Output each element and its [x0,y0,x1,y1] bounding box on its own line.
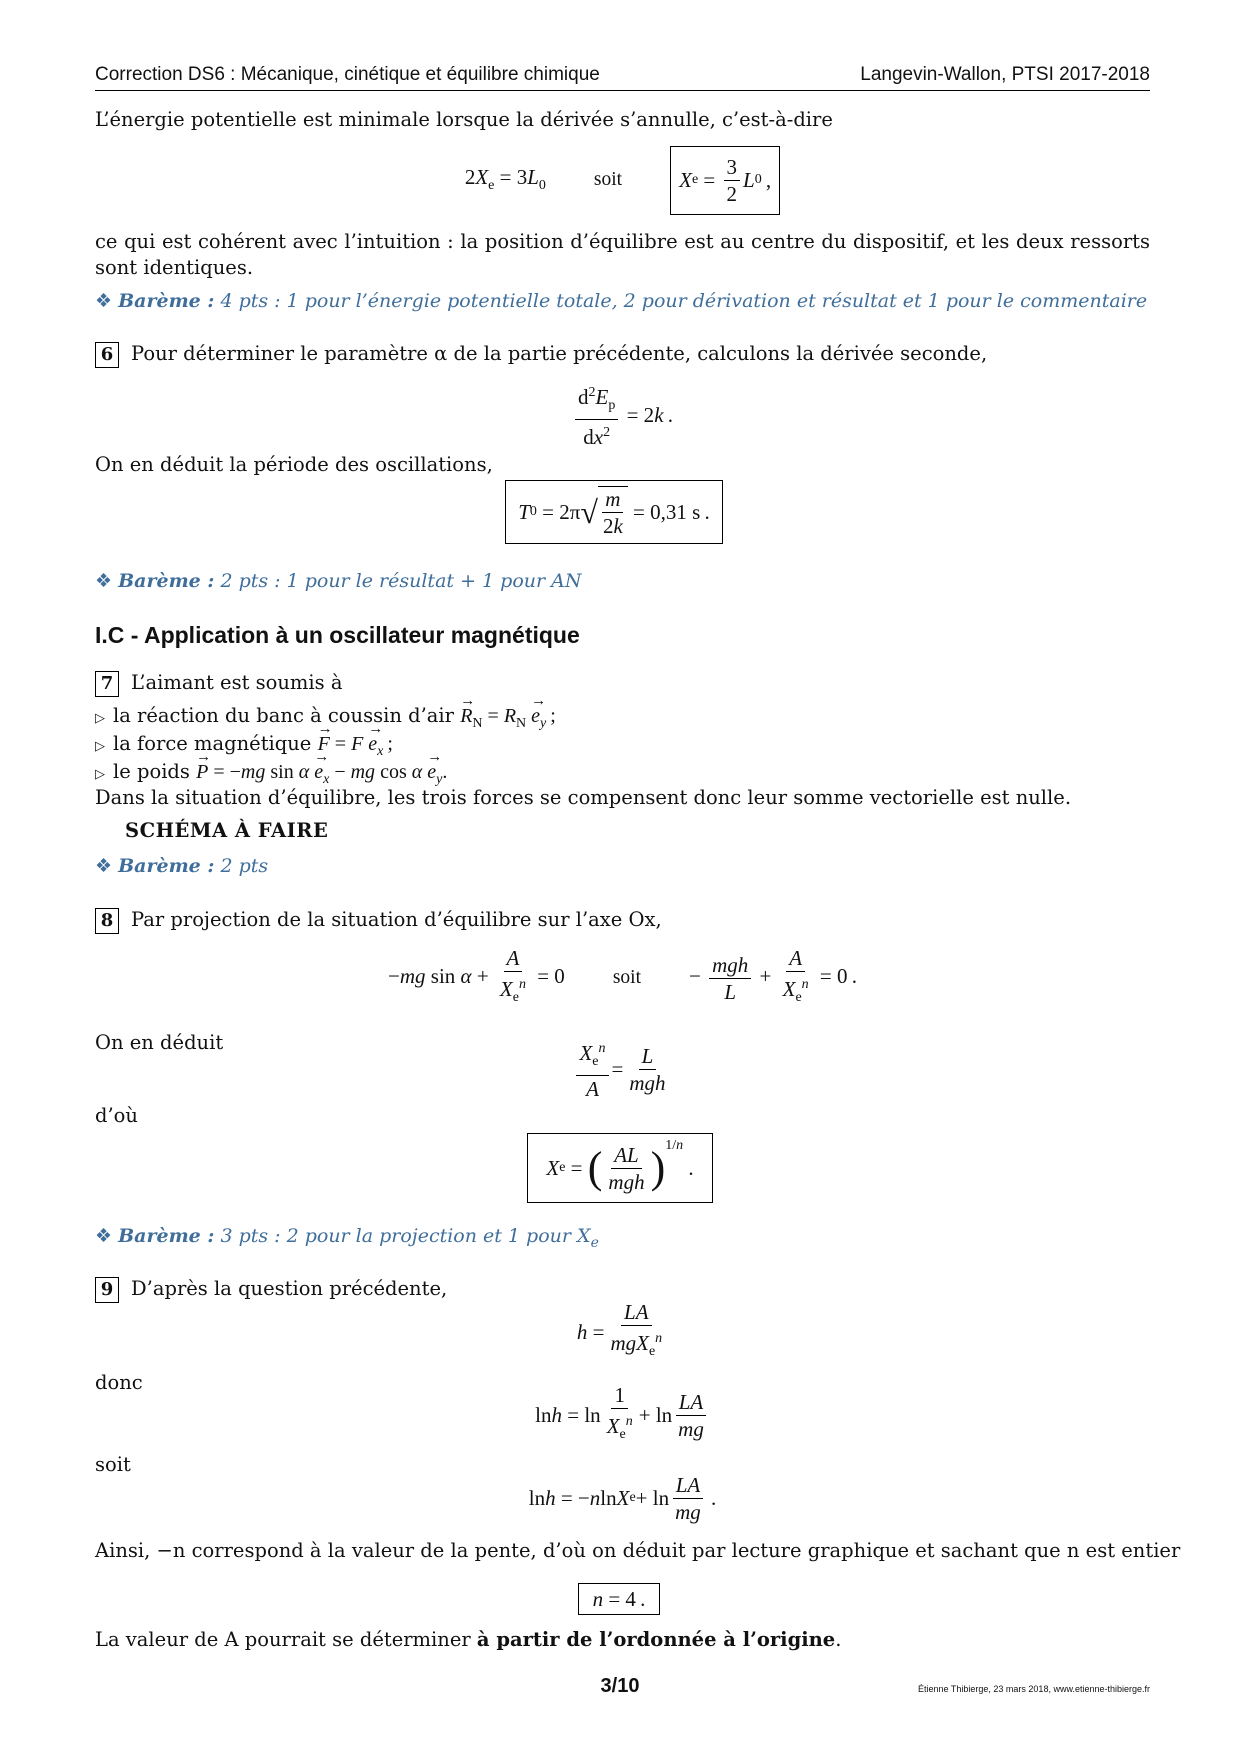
paragraph-dou: d’où [95,1104,138,1127]
paragraph-forces-balance: Dans la situation d’équilibre, les trois forces se compensent donc leur somme vectorielle est nulle. [95,786,1072,809]
paragraph-slope: Ainsi, −n correspond à la valeur de la pente, d’où on déduit par lecture graphique et sachant que n est entier [95,1539,1181,1562]
question-number-7: 7 [95,671,119,697]
diamond-icon: ❖ [95,1225,113,1247]
triangle-bullet-icon: ▷ [95,711,105,726]
triangle-bullet-icon: ▷ [95,739,105,754]
equation-ratio: $\frac{X_e^n}{A}$ = $\frac{L}{\text{mgh}}$ [95,1037,1150,1101]
list-item: ▷ la force magnétique → $F = F \to e_x$ ; [95,731,393,765]
question-8: 8 Par projection de la situation d’équilibre sur l’axe Ox, [95,907,662,934]
bareme-q5: ❖ Barème : 4 pts : 1 pour l’énergie potentielle totale, 2 pour dérivation et résultat et 1 pour le commentaire [95,290,1148,312]
boxed-result-n: n = 4 . [578,1583,660,1615]
paragraph-intuition: ce qui est cohérent avec l’intuition : la position d’équilibre est au centre du dispositif, et les deux ressorts sont identiques. [95,230,1150,279]
schema-note: SCHÉMA À FAIRE [125,819,329,842]
list-item: ▷ la réaction du banc à coussin d’air → $R_N = R_N \to e_y$ ; [95,703,556,737]
question-number-8: 8 [95,908,119,934]
paragraph-energy-min: L’énergie potentielle est minimale lorsque la dérivée s’annulle, c’est-à-dire [95,108,833,131]
equation-projection: −mg sin α + $\frac{A}{X_e^n}$ = 0 soit − $\frac{\text{mgh}}{L}$ + $\frac{A}{X_e^n}$ = 0 . [388,945,857,1006]
diamond-icon: ❖ [95,290,113,312]
question-9: 9 D’après la question précédente, [95,1276,447,1303]
paragraph-donc: donc [95,1371,143,1394]
paragraph-period: On en déduit la période des oscillations, [95,453,493,476]
soit-word: soit [593,169,623,190]
boxed-result-t0: T 0 = 2π √ $\frac{m}{2k}$ = 0,31 s . [505,480,723,544]
equation-second-derivative: $\frac{d^2E_p}{dx^2}$ = 2 k . [95,385,1150,445]
list-item: ▷ le poids → P = −mg $\sin \alpha \to e_x$ − mg $\cos \alpha \to e_y$. [95,759,447,793]
paragraph-value-a: La valeur de A pourrait se déterminer à partir de l’ordonnée à l’origine. [95,1628,842,1651]
page-header [95,62,1150,91]
paragraph-soit: soit [95,1453,131,1476]
triangle-bullet-icon: ▷ [95,767,105,782]
diamond-icon: ❖ [95,570,113,592]
equation-equilibrium: $2X_e = 3L_0$ soit X e = $\frac{3}{2}$ L 0 , [95,150,1150,210]
question-6: 6 Pour déterminer le paramètre α de la partie précédente, calculons la dérivée seconde, [95,341,987,368]
t0-value: 0,31 s [650,499,701,524]
equation-ln-h: ln h = ln $\frac{1}{X_e^n}$ + ln $\frac{LA}{mg}$ [95,1381,1150,1449]
question-number-6: 6 [95,342,119,368]
bareme-q8: ❖ Barème : 3 pts : 2 pour la projection et 1 pour $X_e$ [95,1225,599,1251]
footer-credit: Étienne Thibierge, 23 mars 2018, www.etienne-thibierge.fr [918,1684,1150,1694]
header-title: Correction DS6 : Mécanique, cinétique et équilibre chimique [95,64,600,85]
question-number-9: 9 [95,1277,119,1303]
bareme-q6: ❖ Barème : 2 pts : 1 pour le résultat + 1 pour AN [95,570,582,592]
paragraph-deduit: On en déduit [95,1031,224,1054]
header-course: Langevin-Wallon, PTSI 2017-2018 [860,64,1150,85]
equation-ln-h-linear: ln h = − n ln X e + ln $\frac{LA}{mg}$ . [528,1472,717,1524]
section-title: I.C - Application à un oscillateur magnétique [95,622,580,648]
diamond-icon: ❖ [95,855,113,877]
equation-h: h = $\frac{LA}{mgX_e^n}$ [576,1299,663,1360]
question-7: 7 L’aimant est soumis à [95,670,343,697]
boxed-result-xe: X e = $\frac{3}{2}$ L 0 , [670,146,780,215]
page-number: 3/10 [600,1675,640,1697]
boxed-result-xe-power: X e = ( $\frac{AL}{\text{mgh}}$ ) $^{1/n}$ . [527,1133,713,1203]
bareme-q7: ❖ Barème : 2 pts [95,855,269,877]
